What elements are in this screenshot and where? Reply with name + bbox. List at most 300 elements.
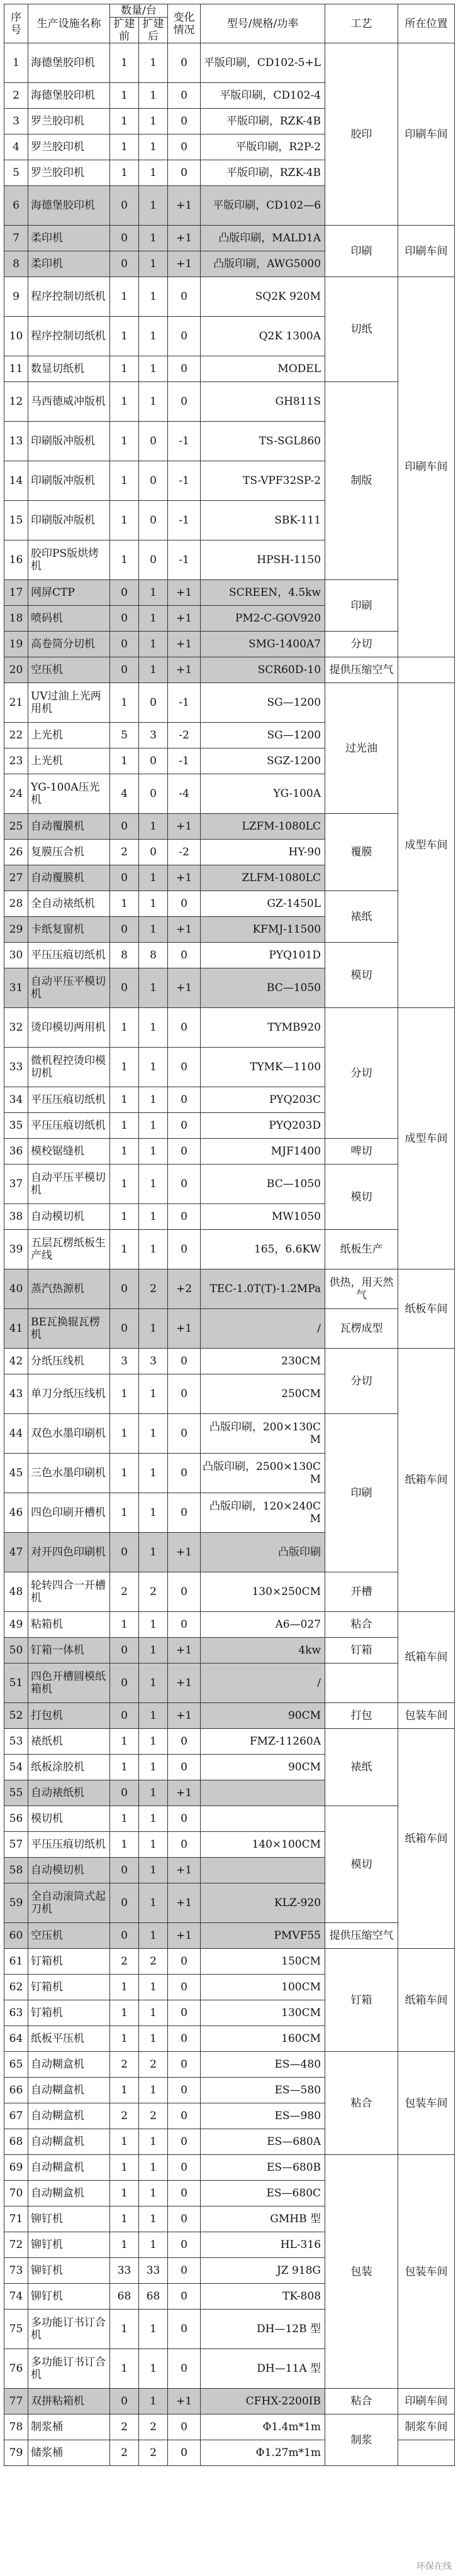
cell-name: 卡纸复窗机 [28,917,110,943]
cell-change: 0 [168,1493,201,1533]
cell-location: 印刷车间 [398,2389,455,2414]
cell-no: 70 [4,2181,28,2206]
cell-after: 1 [139,1858,168,1883]
cell-after: 1 [139,277,168,317]
cell-process: 裱纸 [325,891,398,943]
cell-process: 制浆 [325,2414,398,2466]
cell-change: 0 [168,2232,201,2258]
cell-no: 29 [4,917,28,943]
cell-before: 2 [110,2414,139,2440]
cell-no: 22 [4,723,28,748]
cell-before: 1 [110,1612,139,1638]
cell-no: 2 [4,83,28,109]
cell-after: 1 [139,1087,168,1113]
cell-change: 0 [168,1949,201,1975]
cell-before: 33 [110,2258,139,2284]
cell-name: 粘箱机 [28,1612,110,1638]
table-row [4,1230,455,1269]
cell-location: 包装车间 [398,2155,455,2389]
cell-after: 1 [139,2000,168,2026]
cell-change: -1 [168,540,201,580]
table-row [4,1949,455,1975]
cell-name: 数显切纸机 [28,356,110,382]
cell-change: -2 [168,840,201,865]
cell-name: 模校锯缝机 [28,1139,110,1165]
table-row [4,1729,455,1755]
table-row [4,226,455,251]
cell-name: 自动糊盒机 [28,2181,110,2206]
cell-change: 0 [168,2078,201,2103]
cell-no: 48 [4,1572,28,1612]
table-row [4,1139,455,1165]
cell-before: 1 [110,1493,139,1533]
header-location: 所在位置 [398,4,455,43]
cell-no: 65 [4,2052,28,2078]
cell-no: 31 [4,968,28,1008]
cell-before: 1 [110,1048,139,1087]
cell-after: 1 [139,2349,168,2389]
cell-model: LZFM-1080LC [201,814,325,840]
cell-model: TS-SGL860 [201,422,325,461]
cell-process: 粘合 [325,2389,398,2414]
cell-change: -4 [168,774,201,814]
cell-before: 5 [110,723,139,748]
cell-before: 2 [110,1572,139,1612]
cell-no: 13 [4,422,28,461]
cell-no: 61 [4,1949,28,1975]
table-row [4,1923,455,1949]
cell-after: 1 [139,1663,168,1703]
cell-change: +1 [168,1703,201,1729]
header-model: 型号/规格/功率 [201,4,325,43]
cell-no: 43 [4,1374,28,1414]
table-row [4,1663,455,1703]
cell-after: 1 [139,2129,168,2155]
cell-before: 0 [110,1780,139,1806]
cell-change: +1 [168,865,201,891]
cell-after: 2 [139,1572,168,1612]
cell-name: 自动裱纸机 [28,1780,110,1806]
cell-model: 凸版印刷，120×240CM [201,1493,325,1533]
cell-after: 1 [139,134,168,160]
cell-before: 1 [110,1139,139,1165]
cell-no: 44 [4,1414,28,1454]
cell-process: 模切 [325,943,398,1008]
cell-model: 平版印刷，CD102—6 [201,186,325,226]
cell-no: 50 [4,1638,28,1663]
cell-name: BE瓦换辊瓦楞机 [28,1309,110,1349]
cell-no: 17 [4,580,28,606]
cell-change: 0 [168,317,201,356]
cell-no: 54 [4,1755,28,1780]
cell-change: 0 [168,1139,201,1165]
cell-before: 1 [110,2129,139,2155]
cell-before: 0 [110,1858,139,1883]
cell-name: 双色水墨印刷机 [28,1414,110,1454]
cell-no: 68 [4,2129,28,2155]
cell-model: 平版印刷，RZK-4B [201,160,325,186]
cell-model: BC—1050 [201,968,325,1008]
cell-change: +1 [168,2389,201,2414]
cell-no: 24 [4,774,28,814]
cell-model: SCREEN，4.5kw [201,580,325,606]
cell-model: SGZ-1200 [201,748,325,774]
cell-model: SCR60D-10 [201,657,325,683]
header-before: 扩建前 [110,18,139,43]
table-row [4,1269,455,1309]
cell-model: SBK-111 [201,501,325,540]
cell-name: 马西德威冲版机 [28,382,110,422]
cell-after: 1 [139,1832,168,1858]
cell-before: 1 [110,422,139,461]
cell-model: 165，6.6KW [201,1230,325,1269]
cell-process: 纸板生产 [325,1230,398,1269]
cell-process: 提供压缩空气 [325,1923,398,1949]
cell-process: 模切 [325,1165,398,1230]
cell-no: 76 [4,2349,28,2389]
cell-after: 0 [139,683,168,723]
cell-location: 印刷车间 [398,43,455,226]
cell-change: +1 [168,1309,201,1349]
cell-change: 0 [168,2129,201,2155]
cell-change: 0 [168,2414,201,2440]
cell-before: 0 [110,968,139,1008]
cell-no: 4 [4,134,28,160]
cell-location [398,657,455,683]
cell-after: 0 [139,501,168,540]
cell-change: 0 [168,1349,201,1374]
cell-before: 1 [110,1374,139,1414]
cell-after: 1 [139,865,168,891]
cell-no: 64 [4,2026,28,2052]
table-row [4,1612,455,1638]
cell-no: 52 [4,1703,28,1729]
cell-change: -1 [168,422,201,461]
cell-before: 1 [110,2349,139,2389]
cell-no: 26 [4,840,28,865]
cell-change: +1 [168,657,201,683]
cell-no: 38 [4,1204,28,1230]
cell-no: 62 [4,1975,28,2000]
cell-before: 1 [110,540,139,580]
cell-change: 0 [168,277,201,317]
cell-change: +1 [168,1533,201,1572]
cell-no: 46 [4,1493,28,1533]
cell-after: 1 [139,1113,168,1139]
cell-before: 1 [110,1230,139,1269]
cell-before: 1 [110,2232,139,2258]
cell-model: 平版印刷，RZK-4B [201,109,325,134]
cell-before: 1 [110,2181,139,2206]
cell-process: 过光油 [325,683,398,814]
cell-after: 1 [139,2155,168,2181]
cell-no: 3 [4,109,28,134]
watermark-text: 环保在线 [416,2562,452,2572]
cell-before: 1 [110,461,139,501]
cell-change: +1 [168,917,201,943]
cell-change: +1 [168,1923,201,1949]
cell-model: 平版印刷，CD102-5+L [201,43,325,83]
cell-change: +1 [168,1638,201,1663]
header-qty: 数量/台 [110,4,168,18]
cell-model: PYQ203C [201,1087,325,1113]
cell-change: 0 [168,356,201,382]
cell-name: 蒸汽热源机 [28,1269,110,1309]
cell-after: 1 [139,2026,168,2052]
cell-after: 0 [139,461,168,501]
cell-after: 0 [139,422,168,461]
cell-after: 1 [139,606,168,632]
cell-no: 9 [4,277,28,317]
cell-after: 1 [139,186,168,226]
cell-after: 1 [139,317,168,356]
cell-after: 1 [139,1309,168,1349]
cell-name: 三色水墨印刷机 [28,1454,110,1493]
cell-process: 分切 [325,632,398,657]
cell-name: 模切机 [28,1806,110,1832]
cell-name: 空压机 [28,1923,110,1949]
cell-after: 1 [139,1204,168,1230]
cell-name: 储浆桶 [28,2440,110,2466]
cell-after: 2 [139,2414,168,2440]
cell-before: 1 [110,748,139,774]
cell-model: 凸版印刷，AWG5000 [201,251,325,277]
cell-before: 1 [110,1806,139,1832]
cell-before: 0 [110,251,139,277]
cell-before: 1 [110,2155,139,2181]
cell-location: 成型车间 [398,683,455,1008]
cell-no: 78 [4,2414,28,2440]
table-row [4,1572,455,1612]
cell-no: 35 [4,1113,28,1139]
table-row [4,814,455,840]
cell-no: 77 [4,2389,28,2414]
cell-no: 1 [4,43,28,83]
cell-no: 51 [4,1663,28,1703]
cell-before: 2 [110,840,139,865]
cell-before: 1 [110,1975,139,2000]
cell-no: 58 [4,1858,28,1883]
cell-name: 纸板涂胶机 [28,1755,110,1780]
cell-name: 自动糊盒机 [28,2129,110,2155]
cell-no: 59 [4,1883,28,1923]
cell-no: 30 [4,943,28,968]
cell-change: 0 [168,1755,201,1780]
cell-no: 19 [4,632,28,657]
cell-no: 11 [4,356,28,382]
cell-after: 1 [139,968,168,1008]
cell-name: 铆钉机 [28,2206,110,2232]
equipment-table [4,4,455,2466]
cell-model: 150CM [201,1949,325,1975]
cell-change: 0 [168,2052,201,2078]
cell-before: 68 [110,2284,139,2310]
cell-change: 0 [168,43,201,83]
table-row [4,2052,455,2078]
cell-after: 1 [139,2389,168,2414]
cell-change: 0 [168,1414,201,1454]
cell-name: 自动糊盒机 [28,2155,110,2181]
table-row [4,277,455,317]
cell-before: 0 [110,1923,139,1949]
cell-model: HPSH-1150 [201,540,325,580]
cell-model: Φ1.27m*1m [201,2440,325,2466]
cell-before: 3 [110,1349,139,1374]
cell-model: DH—11A 型 [201,2349,325,2389]
cell-before: 1 [110,1113,139,1139]
cell-model: 160CM [201,2026,325,2052]
cell-change: 0 [168,1165,201,1204]
cell-after: 1 [139,1493,168,1533]
cell-model: BC—1050 [201,1165,325,1204]
cell-change: +1 [168,968,201,1008]
cell-after: 3 [139,1349,168,1374]
cell-after: 1 [139,814,168,840]
cell-before: 0 [110,865,139,891]
cell-model: ES—680A [201,2129,325,2155]
cell-name: 自动覆膜机 [28,865,110,891]
cell-model: 凸版印刷，MALD1A [201,226,325,251]
cell-before: 0 [110,606,139,632]
cell-after: 1 [139,1230,168,1269]
cell-model: Φ1.4m*1m [201,2414,325,2440]
cell-model: CFHX-2200IB [201,2389,325,2414]
cell-after: 1 [139,226,168,251]
cell-before: 0 [110,186,139,226]
cell-model: ES—980 [201,2103,325,2129]
cell-location: 印刷车间 [398,226,455,277]
cell-after: 1 [139,251,168,277]
cell-after: 1 [139,1729,168,1755]
cell-model: GH811S [201,382,325,422]
cell-change: 0 [168,1230,201,1269]
cell-after: 1 [139,356,168,382]
cell-location: 成型车间 [398,1008,455,1269]
cell-name: 裱纸机 [28,1729,110,1755]
cell-model: MW1050 [201,1204,325,1230]
cell-no: 73 [4,2258,28,2284]
cell-name: 高卷筒分切机 [28,632,110,657]
cell-model: SQ2K 920M [201,277,325,317]
cell-name: 罗兰胶印机 [28,160,110,186]
cell-name: 全自动滚筒式起刀机 [28,1883,110,1923]
table-row [4,2155,455,2181]
cell-name: 纸板平压机 [28,2026,110,2052]
cell-before: 0 [110,917,139,943]
cell-before: 1 [110,1165,139,1204]
cell-location: 包装车间 [398,2052,455,2155]
cell-name: 网屏CTP [28,580,110,606]
cell-name: 对开四色印刷机 [28,1533,110,1572]
cell-change: 0 [168,382,201,422]
cell-after: 1 [139,1533,168,1572]
cell-after: 2 [139,2103,168,2129]
cell-model: PYQ203D [201,1113,325,1139]
cell-change: 0 [168,2103,201,2129]
cell-before: 0 [110,657,139,683]
cell-change: 0 [168,2026,201,2052]
cell-before: 1 [110,134,139,160]
cell-process: 提供压缩空气 [325,657,398,683]
cell-change: 0 [168,1374,201,1414]
cell-change: 0 [168,2000,201,2026]
cell-change: +1 [168,1883,201,1923]
cell-model: ES—480 [201,2052,325,2078]
cell-no: 25 [4,814,28,840]
cell-no: 66 [4,2078,28,2103]
cell-after: 68 [139,2284,168,2310]
cell-before: 0 [110,1638,139,1663]
cell-before: 1 [110,2078,139,2103]
cell-name: 海德堡胶印机 [28,83,110,109]
cell-name: 罗兰胶印机 [28,109,110,134]
cell-process: 分切 [325,1349,398,1414]
cell-name: 双拼粘箱机 [28,2389,110,2414]
table-row [4,657,455,683]
cell-before: 1 [110,1008,139,1048]
cell-change: 0 [168,1806,201,1832]
cell-name: 四色印刷开槽机 [28,1493,110,1533]
cell-process: 印刷 [325,580,398,632]
cell-before: 1 [110,277,139,317]
cell-model: ES—680C [201,2181,325,2206]
cell-name: 喷码机 [28,606,110,632]
cell-name: 上光机 [28,723,110,748]
cell-before: 1 [110,1454,139,1493]
table-row [4,1309,455,1349]
cell-after: 1 [139,83,168,109]
cell-process: 胶印 [325,43,398,226]
cell-after: 1 [139,1374,168,1414]
cell-before: 0 [110,814,139,840]
cell-process: 钉箱 [325,1949,398,2052]
cell-process: 分切 [325,1008,398,1139]
cell-before: 1 [110,1755,139,1780]
cell-change: 0 [168,1204,201,1230]
cell-before: 1 [110,501,139,540]
cell-no: 27 [4,865,28,891]
cell-no: 16 [4,540,28,580]
cell-process: 印刷 [325,226,398,277]
cell-model: GMHB 型 [201,2206,325,2232]
cell-change: -1 [168,501,201,540]
cell-model: / [201,1309,325,1349]
table-row [4,2389,455,2414]
cell-name: 程序控制切纸机 [28,277,110,317]
cell-before: 1 [110,2206,139,2232]
cell-change: 0 [168,109,201,134]
cell-change: +1 [168,606,201,632]
cell-before: 0 [110,2389,139,2414]
cell-no: 74 [4,2284,28,2310]
cell-no: 39 [4,1230,28,1269]
cell-model: 90CM [201,1755,325,1780]
cell-model: YG-100A [201,774,325,814]
cell-change: 0 [168,1612,201,1638]
cell-change: -2 [168,723,201,748]
table-row [4,1703,455,1729]
cell-before: 1 [110,2026,139,2052]
cell-model: PM2-C-GOV920 [201,606,325,632]
cell-change: -1 [168,461,201,501]
cell-no: 47 [4,1533,28,1572]
cell-name: 自动平压平模切机 [28,968,110,1008]
cell-no: 55 [4,1780,28,1806]
cell-name: 自动模切机 [28,1204,110,1230]
cell-before: 2 [110,2052,139,2078]
cell-after: 2 [139,2052,168,2078]
table-row [4,632,455,657]
